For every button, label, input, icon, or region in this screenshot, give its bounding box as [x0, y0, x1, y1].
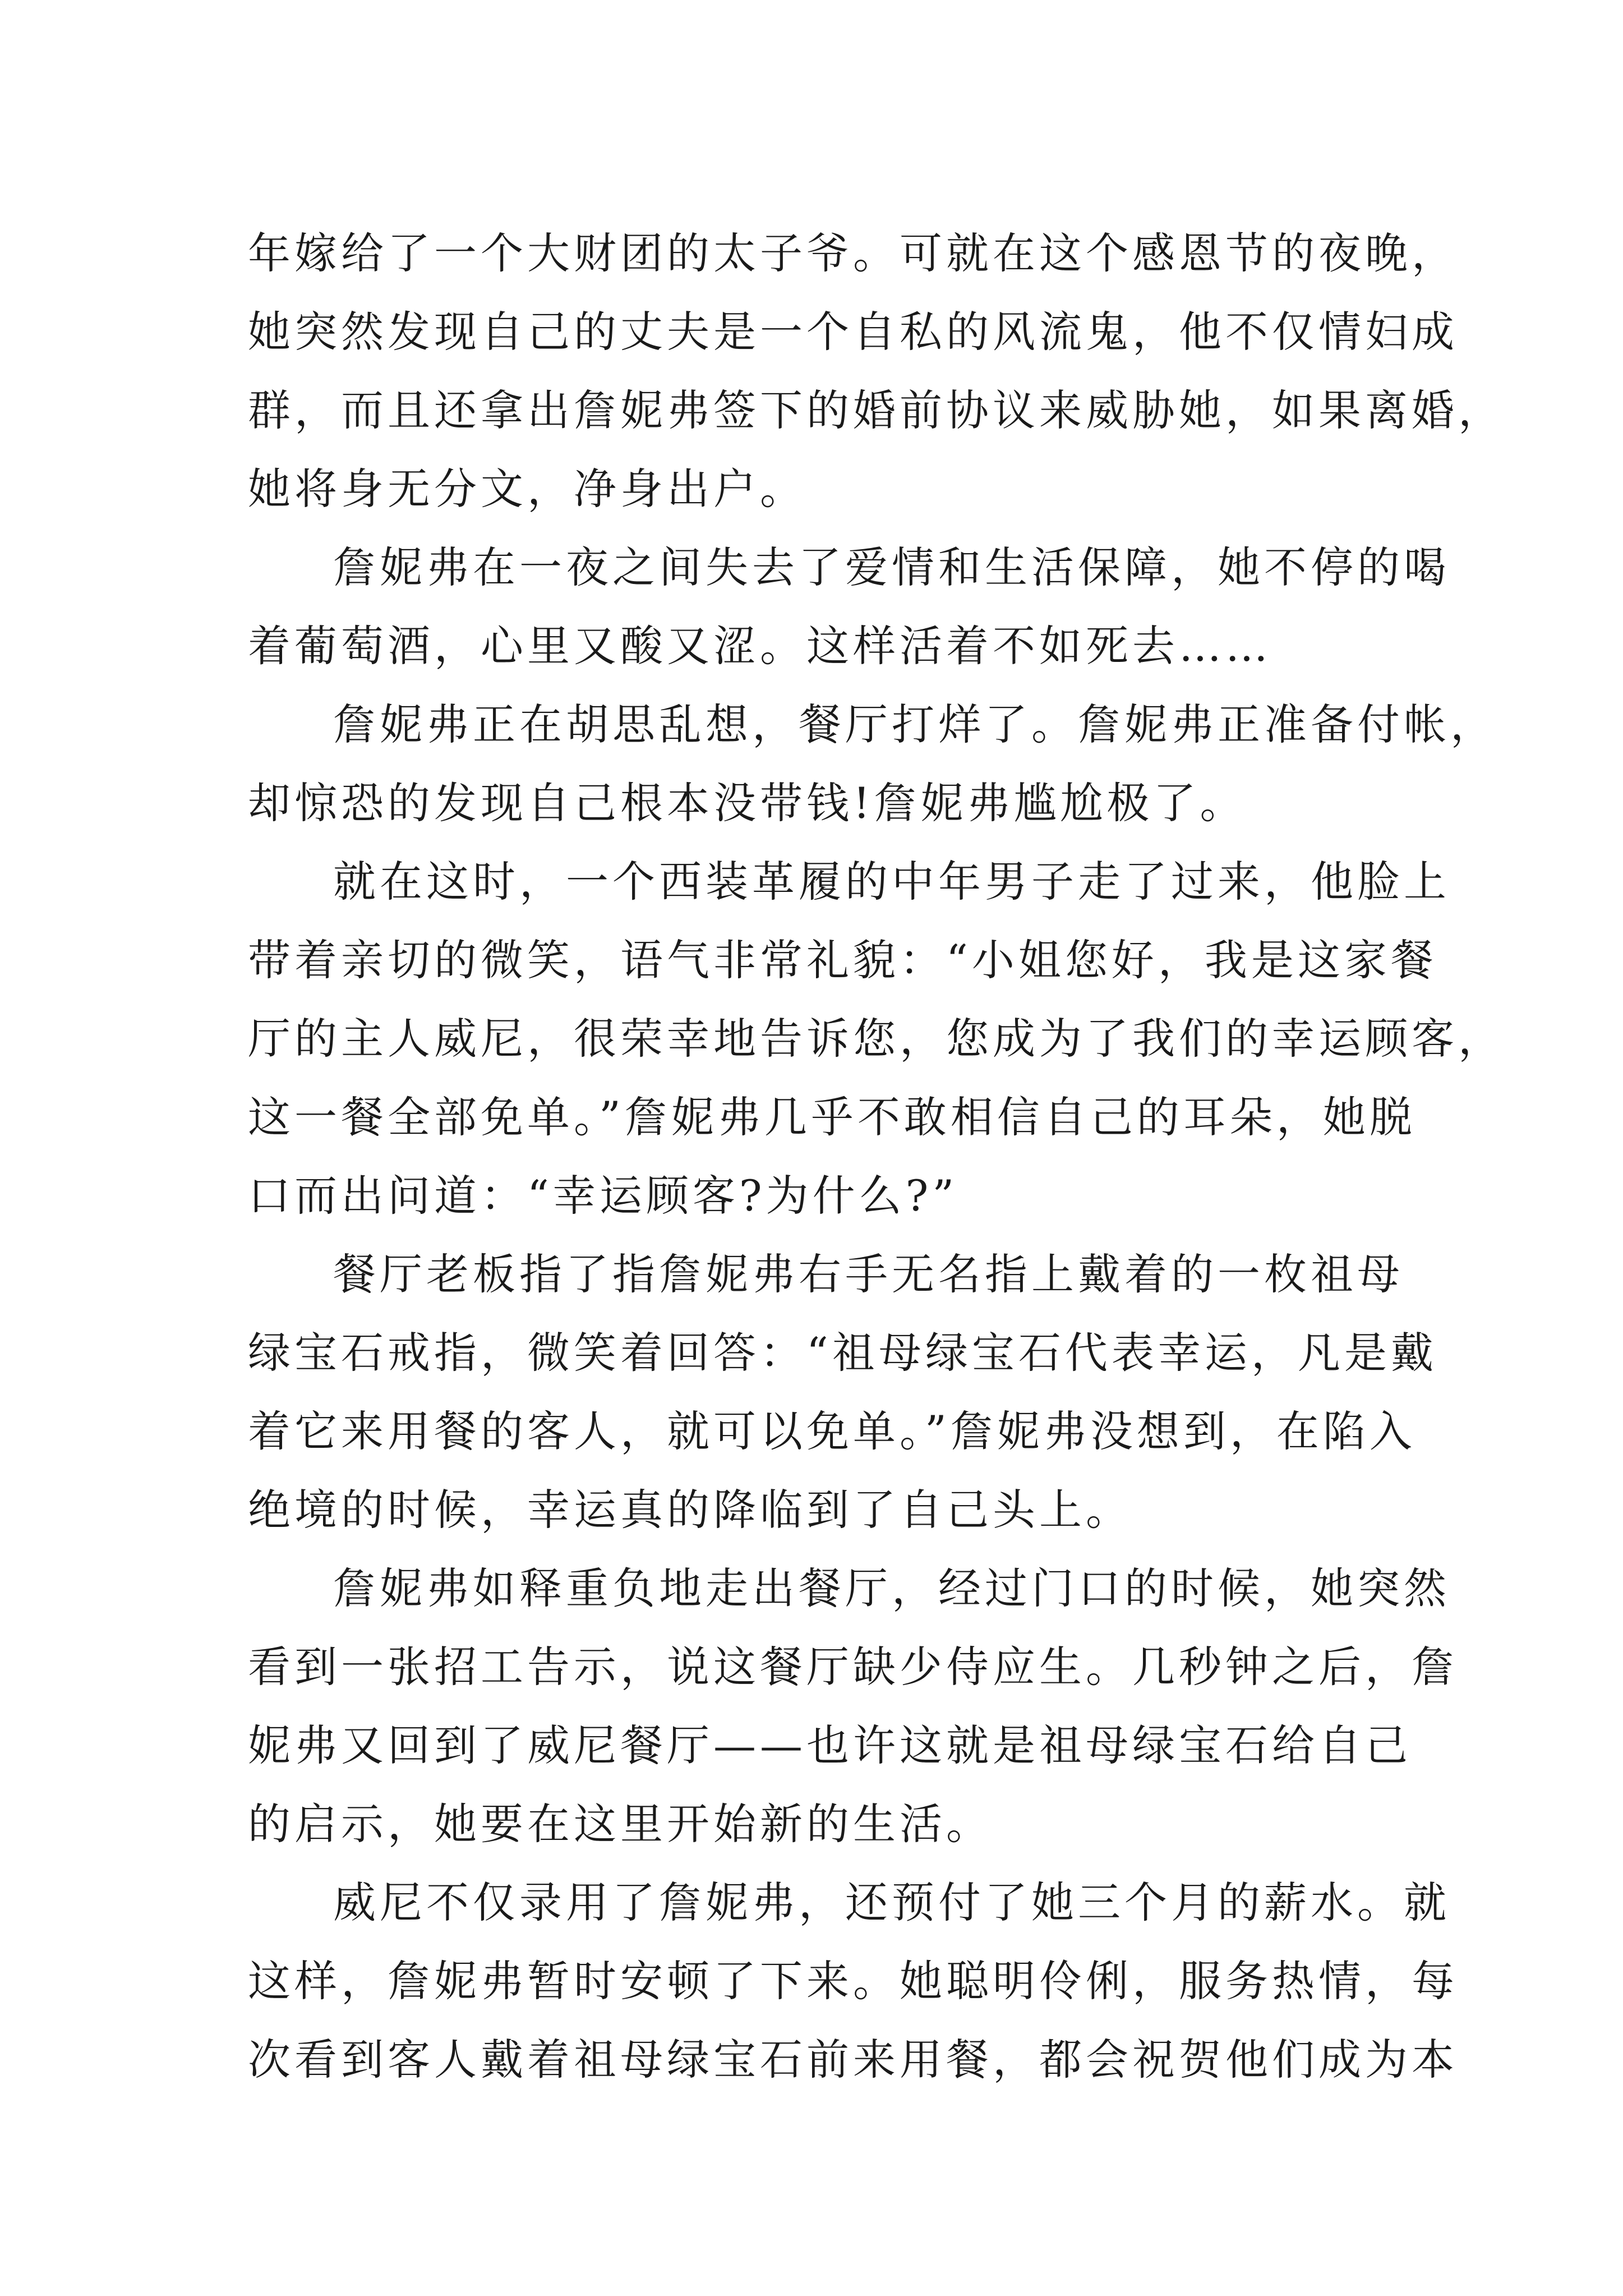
text-line: 带着亲切的微笑，语气非常礼貌：“小姐您好，我是这家餐: [248, 935, 1437, 985]
text-line: 妮弗又回到了威尼餐厅——也许这就是祖母绿宝石给自己: [248, 1720, 1412, 1770]
text-line: 的启示，她要在这里开始新的生活。: [248, 1799, 993, 1849]
text-line: 群，而且还拿出詹妮弗签下的婚前协议来威胁她，如果离婚，: [248, 385, 1505, 435]
text-line: 着葡萄酒，心里又酸又涩。这样活着不如死去……: [248, 621, 1272, 671]
text-line: 威尼不仅录用了詹妮弗，还预付了她三个月的薪水。就: [333, 1878, 1450, 1927]
text-line: 着它来用餐的客人，就可以免单。”詹妮弗没想到，在陷入: [248, 1406, 1416, 1456]
text-line: 厅的主人威尼，很荣幸地告诉您，您成为了我们的幸运顾客，: [248, 1014, 1505, 1064]
body-text: [248, 214, 1505, 2099]
text-line: 就在这时，一个西装革履的中年男子走了过来，他脸上: [333, 857, 1450, 907]
text-line: 口而出问道：“幸运顾客?为什么?”: [248, 1171, 958, 1221]
text-line: 看到一张招工告示，说这餐厅缺少侍应生。几秒钟之后，詹: [248, 1642, 1458, 1692]
text-line: 绝境的时候，幸运真的降临到了自己头上。: [248, 1485, 1132, 1535]
text-line: 次看到客人戴着祖母绿宝石前来用餐，都会祝贺他们成为本: [248, 2035, 1458, 2085]
text-line: 年嫁给了一个大财团的太子爷。可就在这个感恩节的夜晚，: [248, 228, 1458, 278]
text-line: 詹妮弗如释重负地走出餐厅，经过门口的时候，她突然: [333, 1563, 1450, 1613]
text-line: 詹妮弗正在胡思乱想，餐厅打烊了。詹妮弗正准备付帐，: [333, 700, 1497, 749]
text-line: 詹妮弗在一夜之间失去了爱情和生活保障，她不停的喝: [333, 542, 1450, 592]
text-line: 却惊恐的发现自己根本没带钱!詹妮弗尴尬极了。: [248, 778, 1247, 828]
text-line: 她将身无分文，净身出户。: [248, 464, 806, 514]
text-line: 她突然发现自己的丈夫是一个自私的风流鬼，他不仅情妇成: [248, 307, 1458, 357]
text-line: 这样，詹妮弗暂时安顿了下来。她聪明伶俐，服务热情，每: [248, 1956, 1458, 2006]
text-line: 这一餐全部免单。”詹妮弗几乎不敢相信自己的耳朵，她脱: [248, 1092, 1416, 1142]
text-line: 餐厅老板指了指詹妮弗右手无名指上戴着的一枚祖母: [333, 1249, 1404, 1299]
text-line: 绿宝石戒指，微笑着回答：“祖母绿宝石代表幸运，凡是戴: [248, 1328, 1437, 1378]
